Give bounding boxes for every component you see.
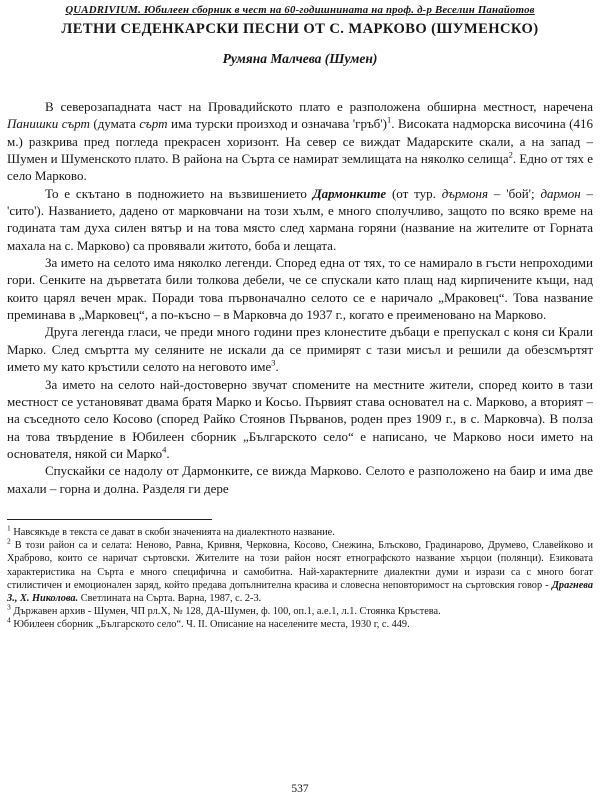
text-run: – 'сито'). Названието, дадено от марковчани на този хълм, е много сполучливо, защото по всяко време на годината там духа силен вятър и на това място след хармана горяни (название на жителите от Горната махала на с. Марково) са провявали житото, боба и лещата. (7, 185, 594, 253)
footnote-separator (7, 519, 212, 520)
text-run: Драгнева З., Х. Николова. (7, 579, 593, 604)
footnote-marker: 4 (7, 615, 11, 625)
text-run: Юбилеен сборник „Българското село“. Ч. II. Описание на населените места, 1930 г, с. 449. (10, 619, 410, 631)
text-run: Друга легенда гласи, че преди много години през клонестите дъбаци е препускал с коня си Крали Марко. След смъртта му селяните не искали да се примирят с тази мисъл и решили да обезсмъртят името му като кръстили селото на неговото име (7, 324, 593, 375)
text-run: има турски произход и означава 'гръб') (167, 116, 387, 132)
text-run: В северозападната част на Провадийското плато е разположена обширна местност, наречена (45, 99, 593, 114)
footnote-marker: 1 (7, 523, 11, 533)
footnote (7, 602, 593, 618)
article-title: ЛЕТНИ СЕДЕНКАРСКИ ПЕСНИ ОТ С. МАРКОВО (ШУМЕНСКО) (61, 21, 539, 37)
paragraph (7, 98, 593, 185)
text-run: Спускайки се надолу от Дармонките, се вижда Марково. Селото е разположено на баир и има две махали – горна и долна. Разделя ги дере (7, 463, 593, 496)
text-run: То е скътано в подножието на възвишението (45, 185, 313, 201)
text-run: дърмоня (441, 185, 489, 201)
text-run: Навсякъде в текста се дават в скоби значенията на диалектното название. (10, 526, 335, 538)
footnotes (7, 523, 593, 632)
text-run: Панишки сърт (7, 116, 90, 132)
footnote-ref: 3 (271, 357, 276, 368)
text-run: (от тур. (386, 185, 442, 201)
text-run: Дармонките (312, 185, 387, 201)
footnote (7, 615, 593, 631)
footnote-marker: 3 (7, 602, 11, 612)
page-number: 537 (291, 783, 309, 795)
paragraph (7, 254, 593, 323)
text-run: . Високата надморска височина (416 м.) разкрива пред погледа прекрасен хоризонт. На север се виждат Мадарските скали, а на запад – Шумен и Шуменското плато. В района на Сърта се намират землищата на няколко селища (7, 116, 594, 167)
text-run: . (275, 359, 279, 375)
footnote (7, 536, 593, 605)
paragraph (7, 323, 593, 375)
text-run: За името на селото има няколко легенди. Според една от тях, то се намирало в гъсти непроходими гори. Сенките на дърветата били толкова дебели, че се спускали като плащ над кирпичените къщи, над които царял вечен мрак. Поради това първоначално селото се е наричало „Мраковец“. Това название преминава в „Марковец“, а по-късно – в Марковча до 1937 г., когато е преименовано на Марково. (7, 255, 593, 323)
text-run: . (166, 445, 170, 461)
footnote-ref: 4 (162, 444, 167, 455)
paragraph (7, 462, 593, 497)
footnote-marker: 2 (7, 536, 11, 546)
text-run: сърт (139, 116, 168, 132)
footnote-ref: 2 (508, 149, 513, 160)
author-line: Румяна Малчева (Шумен) (222, 51, 378, 66)
body-text (7, 98, 593, 497)
footnote (7, 523, 593, 539)
text-run: – 'бой'; (488, 185, 541, 201)
running-header: QUADRIVIUM. Юбилеен сборник в чест на 60-годишнината на проф. д-р Веселин Панайотов (65, 4, 535, 16)
paragraph (7, 185, 593, 254)
paragraph (7, 376, 593, 463)
text-run: дармон (540, 185, 581, 201)
text-run: В този район са и селата: Неново, Равна, Кривня, Черковна, Косово, Снежина, Блъсково, Градинарово, Друмево, Славейково и Храброво, които се наричат съртовски. Жителите на този район носят етнографското название хърцои (полянци). Езиковата характеристика на Сърта е много специфична и самобитна. Най-характерните диалектни думи и изрази са с много богат стилистичен и емоционален заряд, който предава допълнителна красива и словесна неповторимост на съртовския говор - (7, 540, 593, 591)
text-run: (думата (89, 116, 140, 132)
text-run: За името на селото най-достоверно звучат спомените на местните жители, според които в тази местност се установяват двама братя Марко и Косьо. Първият става основател на с. Марково, а вторият – на съседното село Косово (според Райко Стоянов Първанов, роден през 1909 г., в с. Марковча). В полза на това твърдение в Юбилеен сборник „Българското село“ е написано, че Марково носи името на основателя, някой си Марко (7, 376, 593, 461)
text-run: Светлината на Сърта. Варна, 1987, с. 2-3. (78, 592, 262, 604)
text-run: . Едно от тях е село Марково. (7, 151, 594, 184)
footnote-ref: 1 (386, 115, 392, 126)
text-run: Държавен архив - Шумен, ЧП рл.Х, № 128, ДА-Шумен, ф. 100, оп.1, а.е.1, л.1. Стоянка Кръстева. (10, 606, 441, 618)
